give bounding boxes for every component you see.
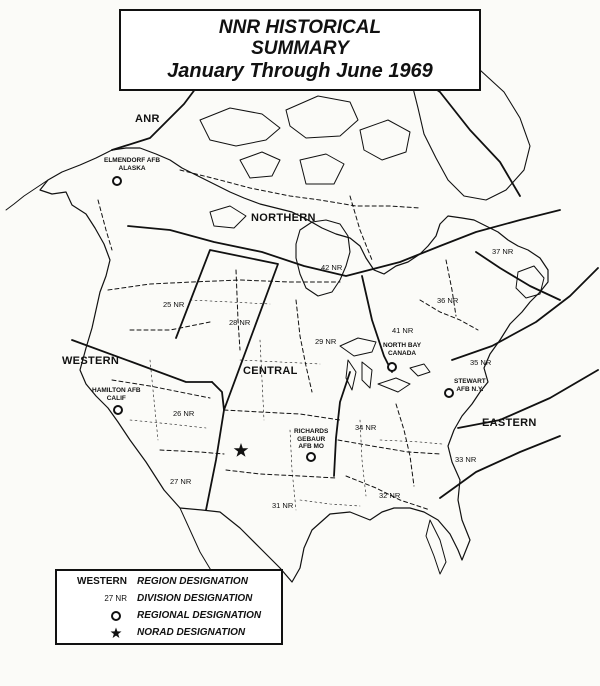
regional-hq-icon-hamilton xyxy=(114,406,122,414)
northern-region-boundary xyxy=(128,210,560,276)
regional-hq-icon-north-bay xyxy=(388,363,396,371)
arctic-island xyxy=(300,154,344,184)
site-label-hamilton xyxy=(92,387,141,402)
division-label-36: 36 NR xyxy=(437,296,459,305)
central-eastern-boundary-north xyxy=(362,276,392,372)
site-name-line: CANADA xyxy=(387,349,417,357)
legend-desc-division: DIVISION DESIGNATION xyxy=(137,593,253,604)
division-boundary xyxy=(180,170,420,208)
division-boundary xyxy=(226,470,336,478)
division-label-31: 31 NR xyxy=(272,501,294,510)
region-label-western: WESTERN xyxy=(62,355,120,367)
regional-hq-icon-stewart xyxy=(445,389,453,397)
division-boundary xyxy=(98,200,112,250)
central-eastern-boundary xyxy=(334,372,350,476)
western-central-boundary xyxy=(176,250,278,410)
norad-star-icon xyxy=(234,443,249,457)
legend-row-region xyxy=(57,574,281,589)
site-label-north-bay xyxy=(383,342,421,357)
legend-row-norad xyxy=(57,625,281,640)
legend-desc-regional: REGIONAL DESIGNATION xyxy=(137,610,262,621)
division-label-35: 35 NR xyxy=(470,358,492,367)
site-name-line: ELMENDORF AFB xyxy=(104,157,161,164)
regional-hq-icon xyxy=(110,610,122,622)
division-label-26: 26 NR xyxy=(173,409,195,418)
division-label-42: 42 NR xyxy=(321,263,343,272)
division-label-33: 33 NR xyxy=(455,455,477,464)
arctic-island xyxy=(360,120,410,160)
division-boundary xyxy=(396,404,414,486)
division-label-34: 34 NR xyxy=(355,423,377,432)
site-name-line: RICHARDS xyxy=(294,428,329,435)
arctic-island xyxy=(210,206,246,228)
title-line-3: January Through June 1969 xyxy=(167,60,433,82)
western-central-boundary-south xyxy=(206,382,224,510)
regional-hq-icon-elmendorf xyxy=(113,177,121,185)
hudson-bay xyxy=(296,220,350,296)
state-line xyxy=(240,360,320,364)
division-boundary xyxy=(296,300,312,392)
site-name-line: NORTH BAY xyxy=(383,342,422,349)
division-label-29: 29 NR xyxy=(315,337,337,346)
division-label-25: 25 NR xyxy=(163,300,185,309)
state-line xyxy=(380,440,442,444)
state-line xyxy=(260,340,264,420)
division-boundary xyxy=(224,410,340,420)
title-line-1: NNR HISTORICAL xyxy=(218,17,382,38)
title-line-2: SUMMARY xyxy=(251,38,349,59)
region-label-central: CENTRAL xyxy=(243,365,298,377)
site-name-line: GEBAUR xyxy=(297,435,326,443)
division-boundary xyxy=(446,260,456,316)
state-line xyxy=(190,300,270,304)
division-label-41: 41 NR xyxy=(392,326,414,335)
region-label-anr: ANR xyxy=(135,113,160,125)
state-line xyxy=(130,420,206,428)
eastern-offshore-boundary xyxy=(452,268,598,360)
division-boundary xyxy=(130,322,210,330)
site-label-stewart xyxy=(454,378,486,393)
division-label-32: 32 NR xyxy=(379,491,401,500)
division-boundary xyxy=(160,450,224,454)
division-label-27: 27 NR xyxy=(170,477,192,486)
site-name-line: AFB N.Y. xyxy=(456,385,484,393)
site-name-line: CALIF xyxy=(106,394,126,402)
region-label-eastern: EASTERN xyxy=(482,417,537,429)
region-label-northern: NORTHERN xyxy=(251,212,316,224)
division-label-37: 37 NR xyxy=(492,247,514,256)
site-name-line: HAMILTON AFB xyxy=(92,387,141,394)
legend-row-regional xyxy=(57,608,281,623)
legend-key-division: 27 NR xyxy=(104,594,127,603)
state-line xyxy=(300,500,360,506)
regional-hq-icon-richards-gebaur xyxy=(307,453,315,461)
florida xyxy=(426,520,446,574)
arctic-island xyxy=(200,108,280,146)
newfoundland xyxy=(516,266,544,298)
arctic-island xyxy=(240,152,280,178)
norad-star-icon xyxy=(110,627,122,639)
division-boundary xyxy=(338,440,440,454)
division-boundary xyxy=(236,270,240,350)
alaska-peninsula xyxy=(6,180,48,210)
legend-desc-region: REGION DESIGNATION xyxy=(137,576,248,587)
eastern-offshore-boundary-4 xyxy=(440,436,560,498)
map-legend xyxy=(55,569,283,645)
site-name-line: AFB MO xyxy=(298,443,324,450)
legend-desc-norad: NORAD DESIGNATION xyxy=(137,627,246,638)
legend-key-region: WESTERN xyxy=(77,576,127,587)
site-label-elmendorf xyxy=(104,157,160,172)
legend-row-division xyxy=(57,591,281,606)
site-name-line: STEWART xyxy=(454,378,486,385)
site-label-richards-gebaur xyxy=(294,428,328,451)
arctic-island xyxy=(286,96,358,138)
site-name-line: ALASKA xyxy=(118,164,146,172)
division-label-28: 28 NR xyxy=(229,318,251,327)
map-title-box xyxy=(119,9,481,91)
